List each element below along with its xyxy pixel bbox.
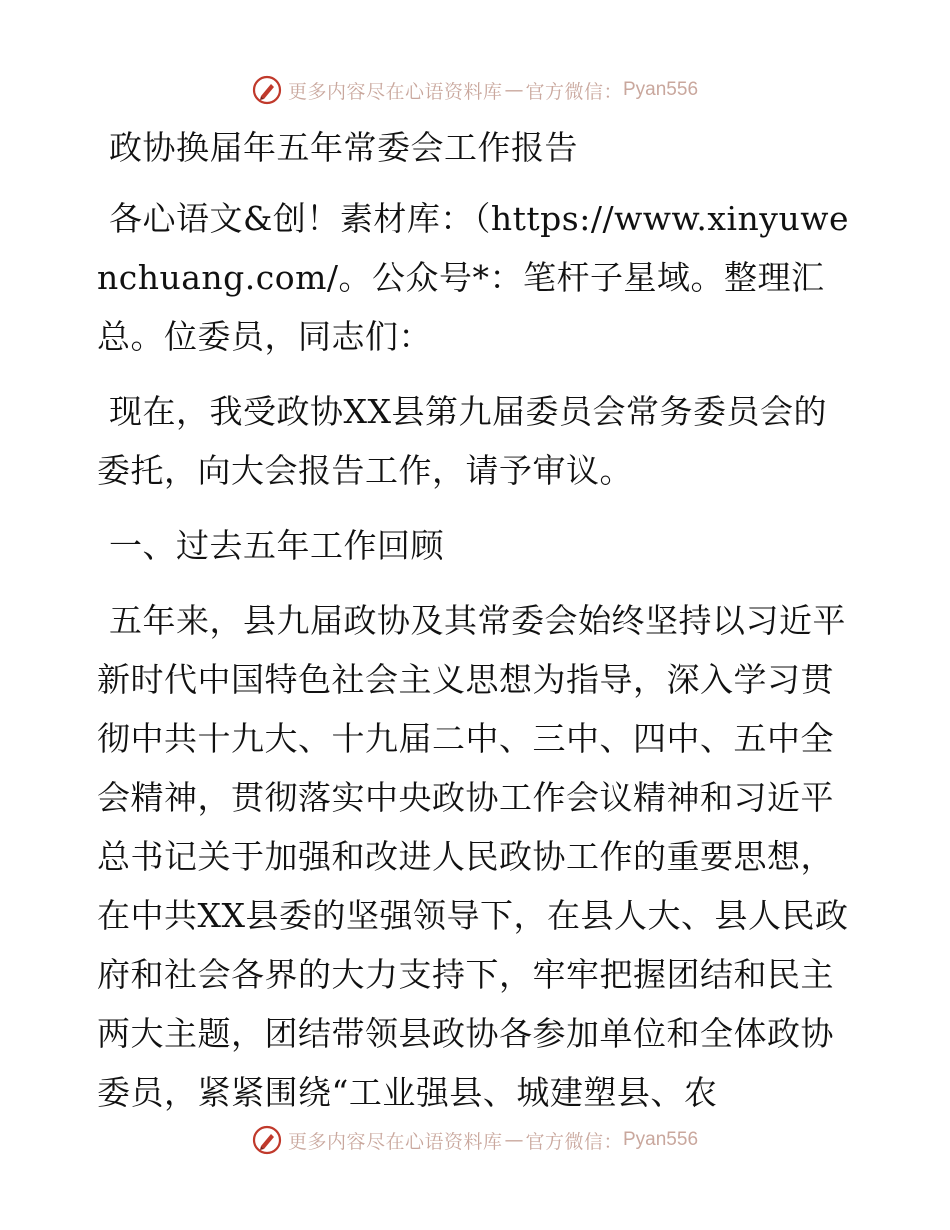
document-body — [97, 118, 857, 1138]
document-title: 政协换届年五年常委会工作报告 — [109, 128, 578, 167]
watermark-account: Pyan556 — [623, 1129, 699, 1150]
watermark-separator: — — [504, 1129, 524, 1151]
watermark-account: Pyan556 — [623, 79, 699, 100]
watermark-text: 更多内容尽在心语资料库 — [287, 80, 503, 103]
paragraph-3: 五年来，县九届政协及其常委会始终坚持以习近平新时代中国特色社会主义思想为指导，深入学习贯彻中共十九大、十九届二中、三中、四中、五中全会精神，贯彻落实中央政协工作会议精神和习近平总书记关于加强和改进人民政协工作的重要思想，在中共XX县委的坚强领导下，在县人大、县人民政府和社会各界的大力支持下，牢牢把握团结和民主两大主题，团结带领县政协各参加单位和全体政协委员，紧紧围绕“工业强县、城建塑县、农 — [97, 601, 849, 1112]
watermark-text: 更多内容尽在心语资料库 — [287, 1130, 503, 1153]
watermark-label: 官方微信： — [525, 1130, 623, 1153]
pen-logo-icon — [252, 1125, 282, 1155]
watermark-label: 官方微信： — [525, 80, 623, 103]
paragraph-2: 现在，我受政协XX县第九届委员会常务委员会的委托，向大会报告工作，请予审议。 — [97, 392, 827, 490]
watermark-banner-bottom — [0, 1120, 950, 1160]
watermark-separator: — — [504, 79, 524, 101]
watermark-banner-top — [0, 70, 950, 110]
section-heading: 一、过去五年工作回顾 — [109, 526, 444, 565]
paragraph-1: 各心语文&创！素材库：（https://www.xinyuwenchuang.com/。公众号*：笔杆子星域。整理汇总。位委员，同志们： — [97, 199, 849, 356]
pen-logo-icon — [252, 75, 282, 105]
